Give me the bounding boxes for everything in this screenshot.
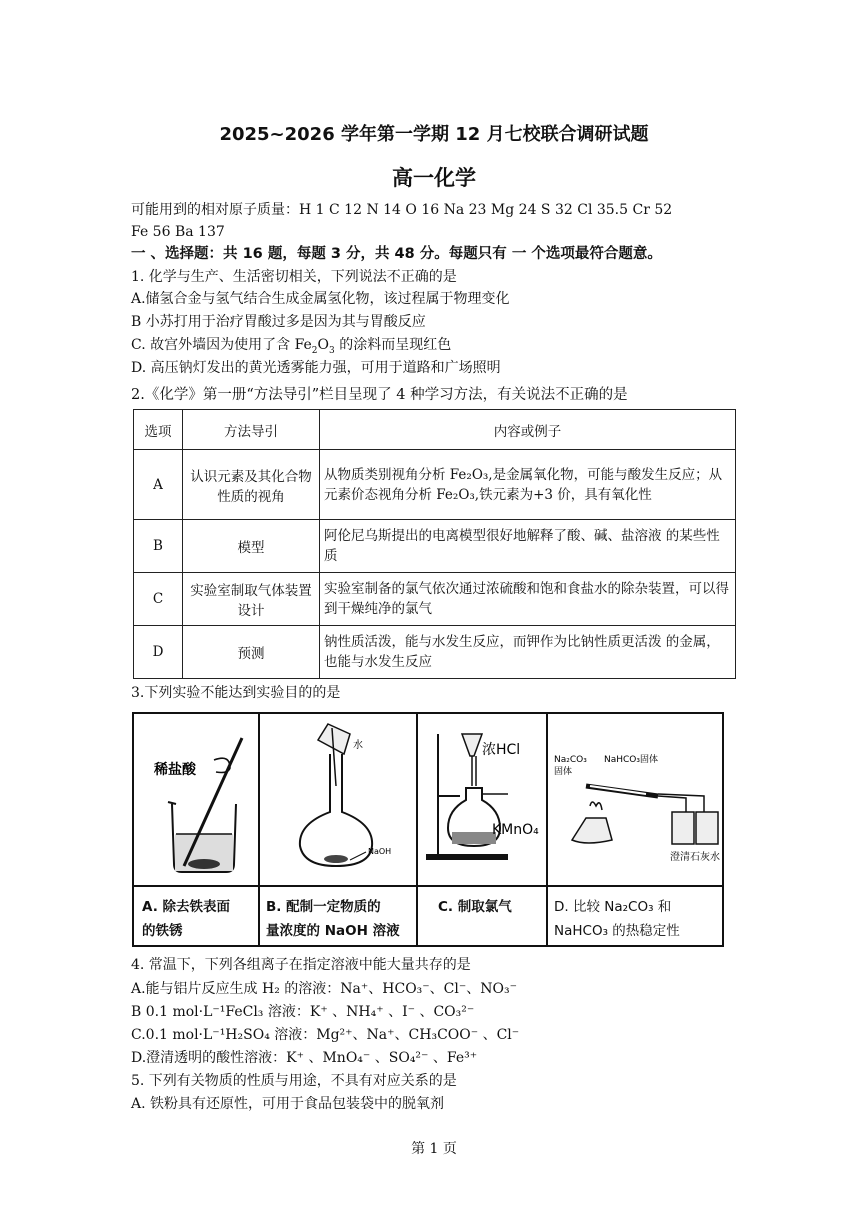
row-option: B	[134, 520, 183, 573]
table-row	[134, 573, 736, 626]
label-naoh: NaOH	[368, 847, 392, 856]
q4-option-d: D.澄清透明的酸性溶液：K⁺ 、MnO₄⁻ 、SO₄²⁻ 、Fe³⁺	[131, 1050, 478, 1066]
row-method: 认识元素及其化合物性质的视角	[183, 450, 320, 520]
q4-option-a: A.能与铝片反应生成 H₂ 的溶液：Na⁺、HCO₃⁻、Cl⁻、NO₃⁻	[131, 981, 517, 997]
label-kmno4: KMnO₄	[492, 822, 539, 838]
experiment-d	[546, 714, 722, 945]
caption-c: C. 制取氯气	[416, 885, 546, 945]
page-number: 第 1 页	[411, 1141, 457, 1157]
table-row	[134, 626, 736, 679]
label-limewater: 澄清石灰水	[670, 852, 720, 863]
label-nahco3: NaHCO₃固体	[604, 755, 658, 765]
atomic-masses-line2: Fe 56 Ba 137	[131, 224, 225, 240]
header-option: 选项	[134, 410, 183, 450]
q4-option-b: B 0.1 mol·L⁻¹FeCl₃ 溶液：K⁺ 、NH₄⁺ 、I⁻ 、CO₃²⁻	[131, 1004, 475, 1020]
q5-option-a: A. 铁粉具有还原性，可用于食品包装袋中的脱氧剂	[131, 1096, 445, 1112]
subject-title: 高一化学	[392, 166, 476, 190]
q4-option-c: C.0.1 mol·L⁻¹H₂SO₄ 溶液：Mg²⁺、Na⁺、CH₃COO⁻ 、Cl⁻	[131, 1027, 520, 1043]
q1-option-c: C. 故宫外墙因为使用了含 $Fe_2O_3$ 的涂料而呈现红色	[131, 337, 452, 356]
q2-stem: 2.《化学》第一册“方法导引”栏目呈现了 4 种学习方法，有关说法不正确的是	[131, 387, 628, 403]
row-option: D	[134, 626, 183, 679]
experiment-c	[416, 714, 548, 945]
table-header-row	[134, 410, 736, 450]
row-content: 从物质类别视角分析 Fe₂O₃,是金属氧化物，可能与酸发生反应；从元素价态视角分析 Fe₂O₃,铁元素为+3 价，具有氧化性	[320, 450, 736, 520]
row-content: 实验室制备的氯气依次通过浓硫酸和饱和食盐水的除杂装置，可以得到干燥纯净的氯气	[320, 573, 736, 626]
caption-a: A. 除去铁表面 的铁锈	[134, 885, 258, 945]
row-content: 阿伦尼乌斯提出的电离模型很好地解释了酸、碱、盐溶液 的某些性质	[320, 520, 736, 573]
header-content: 内容或例子	[320, 410, 736, 450]
q1-option-a: A.储氢合金与氢气结合生成金属氢化物，该过程属于物理变化	[131, 291, 510, 307]
table-row	[134, 520, 736, 573]
exam-title: 2025~2026 学年第一学期 12 月七校联合调研试题	[219, 124, 649, 145]
q1-option-d: D. 高压钠灯发出的黄光透雾能力强，可用于道路和广场照明	[131, 360, 501, 376]
row-method: 模型	[183, 520, 320, 573]
thermal-stability-diagram	[546, 714, 722, 885]
experiment-a	[134, 714, 260, 945]
row-option: A	[134, 450, 183, 520]
volumetric-flask-diagram	[258, 714, 416, 885]
row-method: 实验室制取气体装置设计	[183, 573, 320, 626]
q4-stem: 4. 常温下，下列各组离子在指定溶液中能大量共存的是	[131, 957, 471, 973]
q5-stem: 5. 下列有关物质的性质与用途，不具有对应关系的是	[131, 1073, 457, 1089]
row-content: 钠性质活泼，能与水发生反应，而钾作为比钠性质更活泼 的金属，也能与水发生反应	[320, 626, 736, 679]
experiment-figure	[132, 712, 724, 947]
q3-stem: 3.下列实验不能达到实验目的的是	[131, 685, 341, 701]
row-option: C	[134, 573, 183, 626]
label-solid: 固体	[554, 767, 573, 777]
chlorine-apparatus-diagram	[416, 714, 546, 885]
table-row	[134, 450, 736, 520]
label-conc-hcl: 浓HCl	[482, 742, 521, 758]
header-method: 方法导引	[183, 410, 320, 450]
label-water: 水	[353, 740, 363, 751]
row-method: 预测	[183, 626, 320, 679]
caption-d: D. 比较 Na₂CO₃ 和 NaHCO₃ 的热稳定性	[546, 885, 722, 945]
section-heading: 一 、选择题：共 16 题，每题 3 分，共 48 分。每题只有 一 个选项最符合题意。	[131, 246, 662, 262]
q1-stem: 1. 化学与生产、生活密切相关，下列说法不正确的是	[131, 269, 457, 285]
q1-option-b: B 小苏打用于治疗胃酸过多是因为其与胃酸反应	[131, 314, 426, 330]
experiment-b	[258, 714, 418, 945]
label-dilute-hcl: 稀盐酸	[154, 762, 196, 778]
methods-table	[133, 409, 736, 679]
caption-b: B. 配制一定物质的 量浓度的 NaOH 溶液	[258, 885, 416, 945]
label-na2co3: Na₂CO₃	[554, 755, 587, 765]
atomic-masses-line1: 可能用到的相对原子质量：H 1 C 12 N 14 O 16 Na 23 Mg 24 S 32 Cl 35.5 Cr 52	[131, 202, 673, 218]
beaker-diagram	[134, 714, 258, 885]
